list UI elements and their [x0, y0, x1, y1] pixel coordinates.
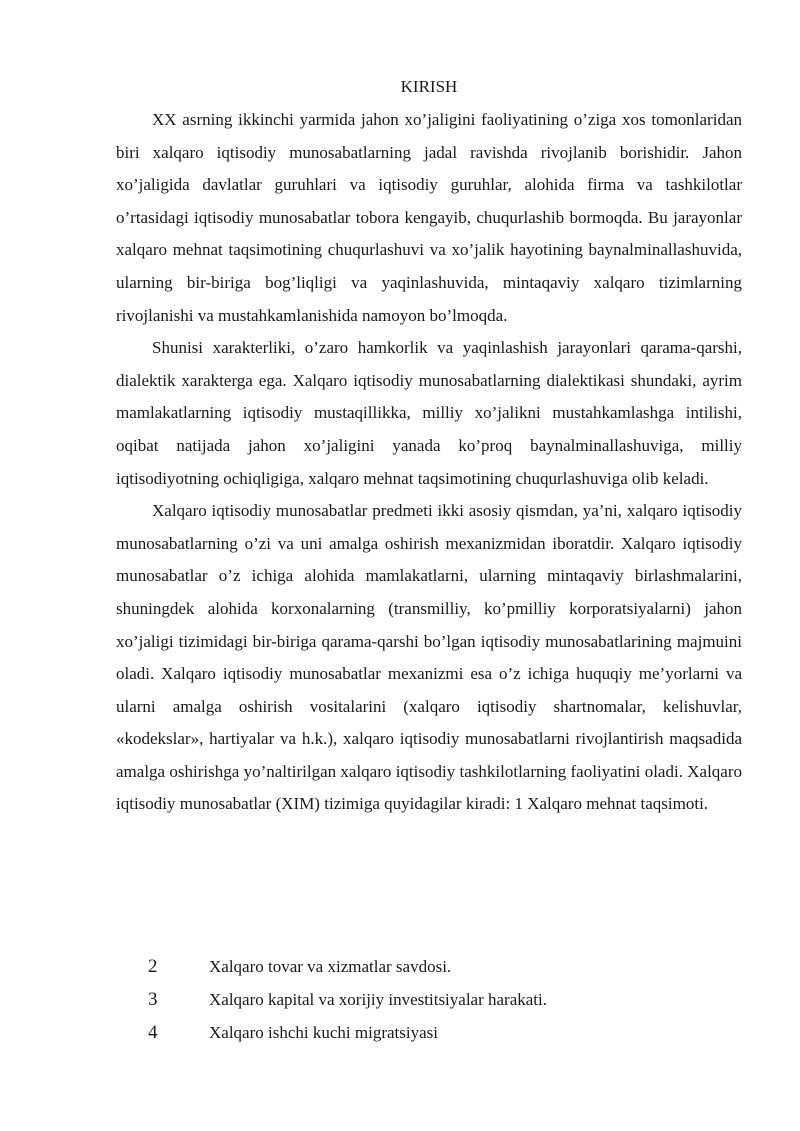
page-title: KIRISH — [400, 77, 458, 96]
paragraph-3: Xalqaro iqtisodiy munosabatlar predmeti ikki asosiy qismdan, ya’ni, xalqaro iqtisodiy munosabatlarning o’zi va uni amalga oshirish mexanizmidan iboratdir. Xalqaro iqtisodiy munosabatlar o’z ichiga alohida mamlakatlarni, ularning mintaqaviy birlashmalarini, shuningdek alohida korxonalarning (transmilliy, ko’pmilliy korporatsiyalarni) jahon xo’jaligi tizimidagi bir-biriga qarama-qarshi bo’lgan iqtisodiy munosabatlarining majmuini oladi. Xalqaro iqtisodiy munosabatlar mexanizmi esa o’z ichiga huquqiy me’yorlarni va ularni amalga oshirish vositalarini (xalqaro iqtisodiy shartnomalar, kelishuvlar, «kodekslar», hartiyalar va h.k.), xalqaro iqtisodiy munosabatlarni rivojlantirish maqsadida amalga oshirishga yo’naltirilgan xalqaro iqtisodiy tashkilotlarning faoliyatini oladi. Xalqaro iqtisodiy munosabatlar (XIM) tizimiga quyidagilar kiradi: 1 Xalqaro mehnat taqsimoti. — [116, 501, 742, 814]
list-item-text: Xalqaro kapital va xorijiy investitsiyalar harakati. — [209, 990, 547, 1009]
list-item — [116, 983, 742, 1016]
list-item-text: Xalqaro ishchi kuchi migratsiyasi — [209, 1023, 438, 1042]
list-item-number: 2 — [148, 956, 158, 977]
paragraph-2: Shunisi xarakterliki, o’zaro hamkorlik va yaqinlashish jarayonlari qarama-qarshi, dialektik xarakterga ega. Xalqaro iqtisodiy munosabatlarning dialektikasi shundaki, ayrim mamlakatlarning iqtisodiy mustaqillikka, milliy xo’jalikni mustahkamlashga intilishi, oqibat natijada jahon xo’jaligini yanada ko’proq baynalminallashuviga, milliy iqtisodiyotning ochiqligiga, xalqaro mehnat taqsimotining chuqurlashuviga olib keladi. — [116, 338, 742, 488]
paragraph-1: XX asrning ikkinchi yarmida jahon xo’jaligini faoliyatining o’ziga xos tomonlaridan biri xalqaro iqtisodiy munosabatlarning jadal ravishda rivojlanib borishidir. Jahon xo’jaligida davlatlar guruhlari va iqtisodiy guruhlar, alohida firma va tashkilotlar o’rtasidagi iqtisodiy munosabatlar tobora kengayib, chuqurlashib bormoqda. Bu jarayonlar xalqaro mehnat taqsimotining chuqurlashuvi va xo’jalik hayotining baynalminallashuvida, ularning bir-biriga bog’liqligi va yaqinlashuvida, mintaqaviy xalqaro tizimlarning rivojlanishi va mustahkamlanishida namoyon bo’lmoqda. — [116, 110, 742, 325]
list-item — [116, 950, 742, 983]
list-item-text: Xalqaro tovar va xizmatlar savdosi. — [209, 957, 452, 976]
document-body — [116, 70, 742, 821]
list-item-number: 3 — [148, 989, 158, 1010]
list-item — [116, 1016, 742, 1049]
numbered-list — [116, 950, 742, 1049]
list-item-number: 4 — [148, 1022, 158, 1043]
